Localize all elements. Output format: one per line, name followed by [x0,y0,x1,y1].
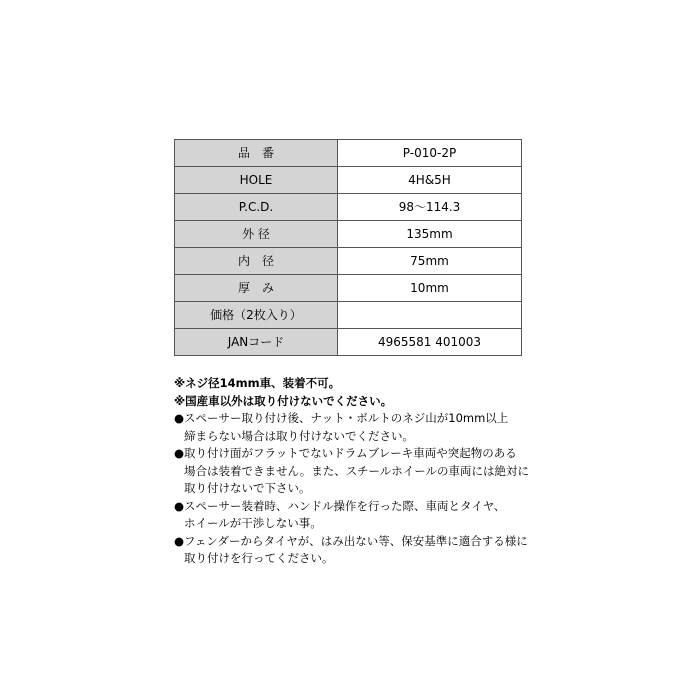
spec-value-thickness: 10mm [338,275,522,302]
spec-value-jan-code: 4965581 401003 [338,329,522,356]
spec-label-outer-diameter: 外 径 [175,221,338,248]
table-row [175,194,522,221]
spec-value-part-number: P-010-2P [338,140,522,167]
spec-table [174,139,522,356]
table-row [175,140,522,167]
list-item [174,498,534,533]
note-line: 取り付けないで下さい。 [184,481,311,495]
spec-label-pcd: P.C.D. [175,194,338,221]
table-row [175,302,522,329]
spec-value-outer-diameter: 135mm [338,221,522,248]
caution-notes [174,375,534,568]
table-row [175,248,522,275]
spec-label-inner-diameter: 内 径 [175,248,338,275]
list-item [174,533,534,568]
spec-label-jan-code: JANコード [175,329,338,356]
spec-value-price [338,302,522,329]
spec-value-hole: 4H&5H [338,167,522,194]
table-row [175,329,522,356]
table-row [175,167,522,194]
spec-value-inner-diameter: 75mm [338,248,522,275]
list-item [174,410,534,445]
note-line: スペーサー装着時、ハンドル操作を行った際、車両とタイヤ、 [184,498,506,513]
note-line: 取り付けを行ってください。 [184,551,334,565]
spec-label-hole: HOLE [175,167,338,194]
warning-note-thread: ※ネジ径14mm車、装着不可。 [174,376,341,390]
note-line: 取り付け面がフラットでないドラムブレーキ車両や突起物のある [184,446,517,460]
bullet-icon: ● [174,498,185,513]
spec-value-pcd: 98〜114.3 [338,194,522,221]
note-line: フェンダーからタイヤが、はみ出ない等、保安基準に適合する様に [184,533,528,548]
warning-note-domestic-only: ※国産車以外は取り付けないでください。 [174,393,393,408]
note-line: 場合は装着できません。また、スチールホイールの車両には絶対に [184,463,529,478]
table-row [175,221,522,248]
spec-label-part-number: 品 番 [175,140,338,167]
spec-label-thickness: 厚 み [175,275,338,302]
note-line: ホイールが干渉しない事。 [184,516,322,530]
bullet-icon: ● [174,411,185,425]
list-item [174,445,534,498]
spec-label-price: 価格（2枚入り） [175,302,338,329]
note-line: スペーサー取り付け後、ナット・ボルトのネジ山が10mm以上 [184,411,509,425]
bullet-icon: ● [174,533,185,548]
bullet-icon: ● [174,446,185,460]
table-row [175,275,522,302]
note-line: 締まらない場合は取り付けないでください。 [184,428,414,443]
